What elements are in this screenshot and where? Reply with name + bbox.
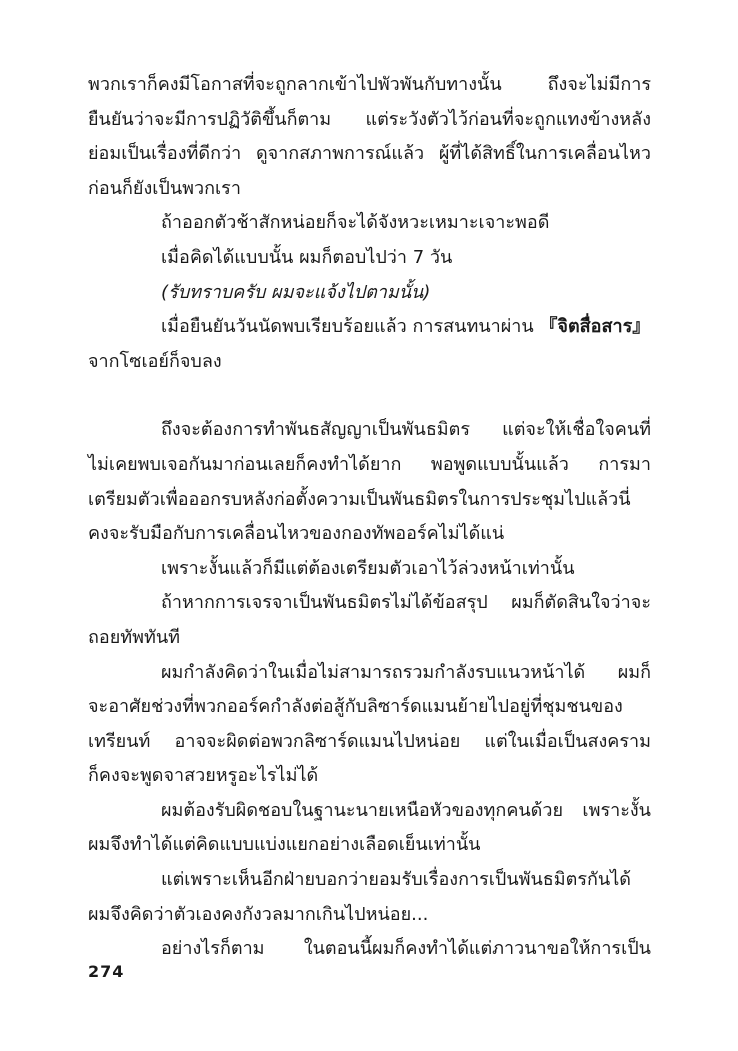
page-number: 274: [88, 962, 125, 981]
section-break: [88, 379, 651, 413]
text-line: พวกเราก็คงมีโอกาสที่จะถูกลากเข้าไปพัวพันกับทางนั้น ถึงจะไม่มีการ: [88, 74, 651, 95]
text-line: เมื่อคิดได้แบบนั้น ผมก็ตอบไปว่า 7 วัน: [161, 246, 453, 268]
text-line: ยืนยันว่าจะมีการปฏิวัติขึ้นก็ตาม แต่ระวังตัวไว้ก่อนที่จะถูกแทงข้างหลัง: [88, 108, 651, 130]
text-line: ก่อนก็ยังเป็นพวกเรา: [88, 177, 241, 199]
text-line: ถอยทัพทันที: [88, 626, 181, 648]
text-line: จะอาศัยช่วงที่พวกออร์คกำลังต่อสู้กับลิซาร์ดแมนย้ายไปอยู่ที่ชุมชนของ: [88, 696, 623, 718]
text-line: เทรียนท์ อาจจะผิดต่อพวกลิซาร์ดแมนไปหน่อย แต่ในเมื่อเป็นสงคราม: [88, 730, 651, 752]
text-line: ก็คงจะพูดจาสวยหรูอะไรไม่ได้: [88, 765, 319, 787]
telepathy-message: (รับทราบครับ ผมจะแจ้งไปตามนั้น): [161, 281, 431, 303]
text-line: ผมจึงทำได้แต่คิดแบบแบ่งแยกอย่างเลือดเย็นเท่านั้น: [88, 834, 481, 856]
text-line: เตรียมตัวเพื่อออกรบหลังก่อตั้งความเป็นพันธมิตรในการประชุมไปแล้วนี่: [88, 488, 631, 510]
text-line: เพราะงั้นแล้วก็มีแต่ต้องเตรียมตัวเอาไว้ล่วงหน้าเท่านั้น: [161, 557, 575, 579]
text-line: ผมจึงคิดว่าตัวเองคงกังวลมากเกินไปหน่อย...: [88, 903, 429, 925]
text-line: [88, 310, 651, 345]
skill-name: 『จิตสื่อสาร』: [539, 316, 651, 338]
text-line: ไม่เคยพบเจอกันมาก่อนเลยก็คงทำได้ยาก พอพูดแบบนั้นแล้ว การมา: [88, 453, 651, 475]
text-line: จากโซเอย์ก็จบลง: [88, 350, 222, 372]
text-line: อย่างไรก็ตาม ในตอนนี้ผมก็คงทำได้แต่ภาวนาขอให้การเป็น: [161, 938, 651, 960]
text-line: ถึงจะต้องการทำพันธสัญญาเป็นพันธมิตร แต่จะให้เชื่อใจคนที่: [161, 419, 651, 441]
text-line: ผมต้องรับผิดชอบในฐานะนายเหนือหัวของทุกคนด้วย เพราะงั้น: [161, 799, 651, 821]
text-line: แต่เพราะเห็นอีกฝ่ายบอกว่ายอมรับเรื่องการเป็นพันธมิตรกันได้: [161, 869, 631, 891]
text-line: ถ้าออกตัวช้าสักหน่อยก็จะได้จังหวะเหมาะเจาะพอดี: [161, 212, 550, 234]
text-line: ย่อมเป็นเรื่องที่ดีกว่า ดูจากสภาพการณ์แล้ว ผู้ที่ได้สิทธิ์ในการเคลื่อนไหว: [88, 143, 651, 165]
text-line: ผมกำลังคิดว่าในเมื่อไม่สามารถรวมกำลังรบแนวหน้าได้ ผมก็: [161, 661, 651, 683]
page-body: [88, 68, 651, 967]
text-line: ถ้าหากการเจรจาเป็นพันธมิตรไม่ได้ข้อสรุป ผมก็ตัดสินใจว่าจะ: [161, 592, 651, 614]
text-segment: เมื่อยืนยันวันนัดพบเรียบร้อยแล้ว การสนทนาผ่าน: [161, 316, 540, 338]
text-line: คงจะรับมือกับการเคลื่อนไหวของกองทัพออร์คไม่ได้แน่: [88, 523, 505, 545]
